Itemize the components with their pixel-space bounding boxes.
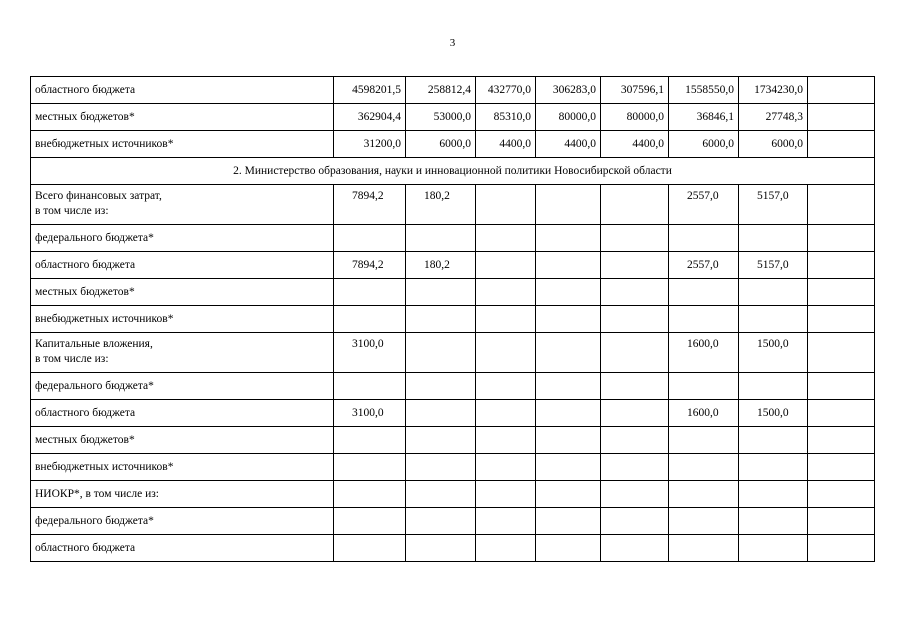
value-cell — [406, 400, 476, 427]
value-cell — [536, 427, 601, 454]
row-label — [31, 373, 334, 400]
value-cell — [476, 306, 536, 333]
value-cell: 1500,0 — [739, 400, 808, 427]
value-cell — [808, 252, 875, 279]
value-cell: 1500,0 — [739, 333, 808, 373]
row-label-line: внебюджетных источников* — [35, 313, 174, 325]
value-cell — [476, 400, 536, 427]
row-label-line: местных бюджетов* — [35, 434, 135, 446]
value-cell — [739, 508, 808, 535]
row-label — [31, 131, 334, 158]
table-row — [31, 225, 875, 252]
table-row — [31, 306, 875, 333]
value-cell — [536, 225, 601, 252]
row-label-line: областного бюджета — [35, 542, 136, 554]
value-cell — [739, 373, 808, 400]
value-cell — [476, 454, 536, 481]
row-label-line: в том числе из: — [35, 205, 109, 217]
row-label-line: Всего финансовых затрат, — [35, 190, 162, 202]
value-cell — [406, 225, 476, 252]
value-cell — [808, 185, 875, 225]
value-cell — [739, 454, 808, 481]
value-cell — [536, 373, 601, 400]
table-row — [31, 131, 875, 158]
value-cell — [536, 400, 601, 427]
value-cell: 27748,3 — [739, 104, 808, 131]
value-cell — [808, 333, 875, 373]
value-cell — [536, 454, 601, 481]
value-cell — [601, 306, 669, 333]
value-cell — [536, 508, 601, 535]
value-cell — [536, 333, 601, 373]
value-cell — [669, 306, 739, 333]
value-cell — [536, 481, 601, 508]
table-row — [31, 333, 875, 373]
row-label — [31, 252, 334, 279]
value-cell: 4400,0 — [476, 131, 536, 158]
value-cell: 6000,0 — [406, 131, 476, 158]
row-label-line: местных бюджетов* — [35, 111, 135, 123]
value-cell: 2557,0 — [669, 185, 739, 225]
value-cell: 31200,0 — [334, 131, 406, 158]
table-row — [31, 400, 875, 427]
value-cell — [476, 535, 536, 562]
table-row — [31, 508, 875, 535]
value-cell — [601, 333, 669, 373]
value-cell: 258812,4 — [406, 77, 476, 104]
value-cell — [536, 279, 601, 306]
value-cell: 53000,0 — [406, 104, 476, 131]
value-cell: 1600,0 — [669, 400, 739, 427]
value-cell — [536, 306, 601, 333]
value-cell: 80000,0 — [536, 104, 601, 131]
value-cell — [669, 535, 739, 562]
value-cell — [476, 427, 536, 454]
value-cell: 306283,0 — [536, 77, 601, 104]
value-cell — [601, 400, 669, 427]
row-label-line: федерального бюджета* — [35, 232, 154, 244]
value-cell: 1558550,0 — [669, 77, 739, 104]
value-cell: 4598201,5 — [334, 77, 406, 104]
row-label-line: в том числе из: — [35, 353, 109, 365]
value-cell — [601, 427, 669, 454]
value-cell — [739, 225, 808, 252]
value-cell — [406, 508, 476, 535]
value-cell — [669, 454, 739, 481]
value-cell: 6000,0 — [669, 131, 739, 158]
table-row — [31, 185, 875, 225]
value-cell: 1734230,0 — [739, 77, 808, 104]
section-row — [31, 158, 875, 185]
value-cell — [406, 306, 476, 333]
value-cell: 80000,0 — [601, 104, 669, 131]
value-cell — [739, 279, 808, 306]
row-label — [31, 306, 334, 333]
value-cell — [601, 252, 669, 279]
value-cell: 4400,0 — [536, 131, 601, 158]
budget-table — [30, 76, 875, 562]
row-label — [31, 104, 334, 131]
table-row — [31, 535, 875, 562]
value-cell — [601, 373, 669, 400]
value-cell: 7894,2 — [334, 252, 406, 279]
value-cell: 36846,1 — [669, 104, 739, 131]
value-cell — [476, 373, 536, 400]
table-row — [31, 454, 875, 481]
value-cell — [476, 279, 536, 306]
value-cell — [739, 535, 808, 562]
section-title: 2. Министерство образования, науки и инновационной политики Новосибирской области — [31, 158, 875, 185]
row-label — [31, 535, 334, 562]
value-cell — [669, 373, 739, 400]
value-cell — [334, 225, 406, 252]
row-label — [31, 333, 334, 373]
value-cell — [669, 427, 739, 454]
value-cell: 3100,0 — [334, 400, 406, 427]
value-cell: 307596,1 — [601, 77, 669, 104]
value-cell — [334, 535, 406, 562]
value-cell — [601, 508, 669, 535]
value-cell — [808, 508, 875, 535]
value-cell: 6000,0 — [739, 131, 808, 158]
table-row — [31, 279, 875, 306]
value-cell: 432770,0 — [476, 77, 536, 104]
value-cell — [808, 373, 875, 400]
value-cell — [808, 279, 875, 306]
value-cell — [669, 225, 739, 252]
value-cell — [406, 333, 476, 373]
value-cell — [334, 279, 406, 306]
value-cell — [334, 508, 406, 535]
value-cell — [536, 535, 601, 562]
table-row — [31, 427, 875, 454]
table-row — [31, 104, 875, 131]
row-label-line: федерального бюджета* — [35, 515, 154, 527]
value-cell — [536, 252, 601, 279]
row-label — [31, 508, 334, 535]
value-cell — [808, 104, 875, 131]
value-cell — [406, 427, 476, 454]
row-label — [31, 185, 334, 225]
table-row — [31, 373, 875, 400]
value-cell — [739, 427, 808, 454]
value-cell — [808, 481, 875, 508]
row-label-line: Капитальные вложения, — [35, 338, 153, 350]
page-number: 3 — [449, 37, 456, 49]
value-cell — [334, 454, 406, 481]
value-cell — [334, 306, 406, 333]
row-label-line: внебюджетных источников* — [35, 461, 174, 473]
row-label-line: НИОКР*, в том числе из: — [35, 488, 159, 500]
row-label-line: областного бюджета — [35, 407, 136, 419]
value-cell — [601, 185, 669, 225]
value-cell — [476, 481, 536, 508]
value-cell — [476, 185, 536, 225]
value-cell: 5157,0 — [739, 185, 808, 225]
row-label-line: местных бюджетов* — [35, 286, 135, 298]
row-label — [31, 279, 334, 306]
value-cell — [808, 77, 875, 104]
table-row — [31, 77, 875, 104]
row-label — [31, 225, 334, 252]
value-cell: 7894,2 — [334, 185, 406, 225]
value-cell — [406, 373, 476, 400]
table-row — [31, 481, 875, 508]
value-cell — [669, 508, 739, 535]
value-cell: 4400,0 — [601, 131, 669, 158]
value-cell — [808, 454, 875, 481]
value-cell — [601, 535, 669, 562]
value-cell — [601, 225, 669, 252]
value-cell — [536, 185, 601, 225]
value-cell — [808, 535, 875, 562]
value-cell: 180,2 — [406, 252, 476, 279]
value-cell — [808, 131, 875, 158]
value-cell — [601, 481, 669, 508]
value-cell: 5157,0 — [739, 252, 808, 279]
value-cell: 85310,0 — [476, 104, 536, 131]
value-cell — [808, 225, 875, 252]
value-cell — [406, 279, 476, 306]
value-cell — [601, 279, 669, 306]
row-label-line: областного бюджета — [35, 259, 136, 271]
value-cell: 1600,0 — [669, 333, 739, 373]
value-cell — [476, 508, 536, 535]
value-cell — [334, 481, 406, 508]
value-cell: 362904,4 — [334, 104, 406, 131]
value-cell — [406, 535, 476, 562]
row-label — [31, 77, 334, 104]
table-row — [31, 252, 875, 279]
row-label — [31, 481, 334, 508]
row-label-line: областного бюджета — [35, 84, 136, 96]
row-label — [31, 454, 334, 481]
value-cell — [334, 427, 406, 454]
value-cell — [808, 427, 875, 454]
value-cell — [669, 279, 739, 306]
value-cell — [334, 373, 406, 400]
row-label-line: федерального бюджета* — [35, 380, 154, 392]
value-cell — [476, 333, 536, 373]
value-cell — [476, 225, 536, 252]
value-cell — [601, 454, 669, 481]
value-cell: 180,2 — [406, 185, 476, 225]
row-label — [31, 427, 334, 454]
row-label — [31, 400, 334, 427]
row-label-line: внебюджетных источников* — [35, 138, 174, 150]
value-cell — [476, 252, 536, 279]
value-cell: 3100,0 — [334, 333, 406, 373]
value-cell — [808, 400, 875, 427]
value-cell — [406, 454, 476, 481]
value-cell — [739, 481, 808, 508]
value-cell: 2557,0 — [669, 252, 739, 279]
value-cell — [739, 306, 808, 333]
value-cell — [808, 306, 875, 333]
value-cell — [406, 481, 476, 508]
value-cell — [669, 481, 739, 508]
